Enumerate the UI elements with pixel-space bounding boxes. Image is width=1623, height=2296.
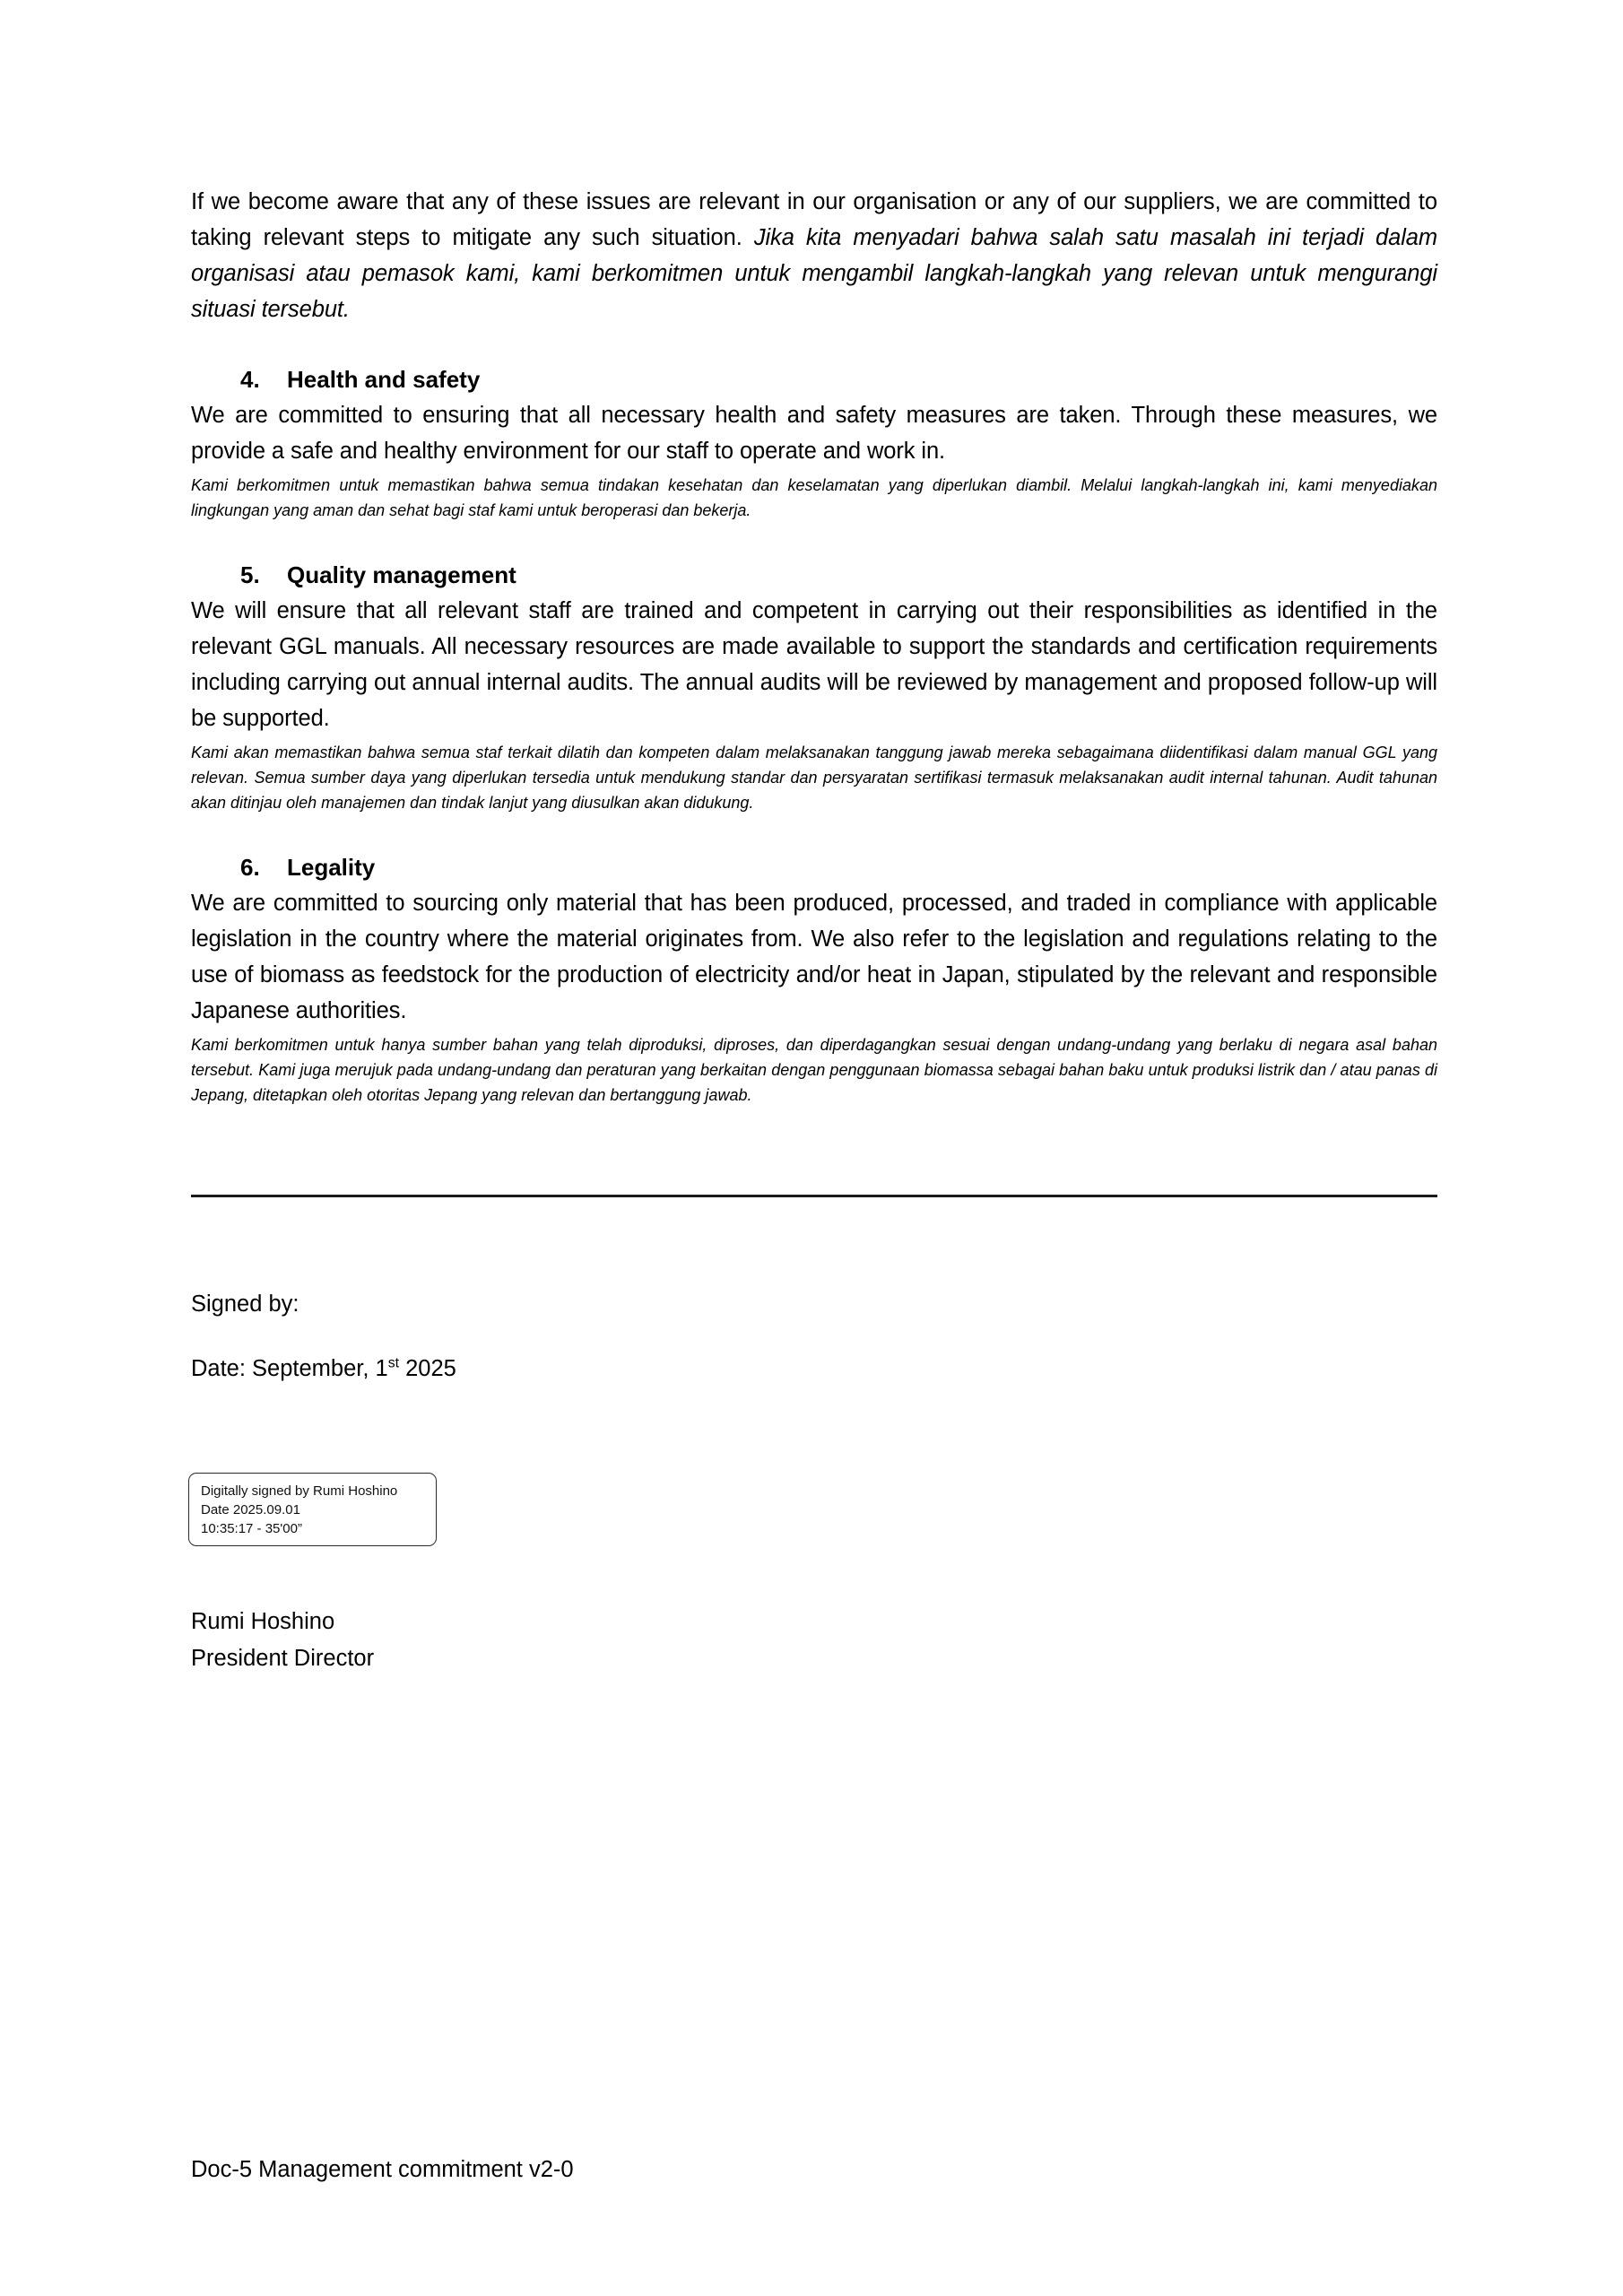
heading-legality — [191, 849, 1437, 885]
heading-health-and-safety — [191, 361, 1437, 397]
document-body — [191, 0, 1437, 1108]
heading-number-6: 6. — [240, 854, 260, 881]
section-4-english: We are committed to ensuring that all necessary health and safety measures are taken. Through these measures, we provide a safe and healthy environment for our staff to operate and work in. — [191, 403, 1437, 464]
section-divider-rule — [191, 1195, 1437, 1197]
signature-date — [191, 1351, 456, 1387]
section-6-english: We are committed to sourcing only material that has been produced, processed, and traded in compliance with applicable legislation in the country where the material originates from. We also refer to the legislation and regulations relating to the use of biomass as feedstock for the production of electricity and/or heat in Japan, stipulated by the relevant and responsible Japanese authorities. — [191, 891, 1437, 1023]
stamp-signed-by-line: Digitally signed by Rumi Hoshino — [201, 1483, 398, 1499]
stamp-time-line: 10:35:17 - 35'00” — [201, 1521, 302, 1536]
heading-title-5: Quality management — [287, 561, 516, 588]
section-5-english: We will ensure that all relevant staff are trained and competent in carrying out their responsibilities as identified in the relevant GGL manuals. All necessary resources are made available to support the standards and certification requirements including carrying out annual internal audits. The annual audits will be reviewed by management and proposed follow-up will be supported. — [191, 598, 1437, 731]
intro-indonesian-text: Jika kita menyadari bahwa salah satu masalah ini terjadi dalam organisasi atau pemasok kami, kami berkomitmen untuk mengambil langkah-langkah yang relevan untuk mengurangi situasi tersebut. — [191, 225, 1437, 322]
heading-number-4: 4. — [240, 366, 260, 393]
top-spacer — [191, 0, 1437, 184]
section-5-indonesian: Kami akan memastikan bahwa semua staf terkait dilatih dan kompeten dalam melaksanakan tanggung jawab mereka sebagaimana diidentifikasi dalam manual GGL yang relevan. Semua sumber daya yang diperlukan tersedia untuk mendukung standar dan persyaratan sertifikasi termasuk melaksanakan audit internal tahunan. Audit tahunan akan ditinjau oleh manajemen dan tindak lanjut yang diusulkan akan didukung. — [191, 744, 1437, 812]
signer-title: President Director — [191, 1646, 375, 1671]
heading-title-6: Legality — [287, 854, 376, 881]
signature-date-year: 2025 — [399, 1356, 456, 1381]
signed-by-label: Signed by: — [191, 1292, 299, 1317]
spacer-after-s5 — [191, 815, 1437, 849]
signer-name: Rumi Hoshino — [191, 1609, 335, 1634]
heading-quality-management — [191, 557, 1437, 593]
document-footer: Doc-5 Management commitment v2-0 — [191, 2157, 574, 2182]
spacer-after-s4 — [191, 523, 1437, 557]
heading-title-4: Health and safety — [287, 366, 481, 393]
section-4-indonesian: Kami berkomitmen untuk memastikan bahwa semua tindakan kesehatan dan keselamatan yang diperlukan diambil. Melalui langkah-langkah ini, kami menyediakan lingkungan yang aman dan sehat bagi staf kami untuk beroperasi dan bekerja. — [191, 476, 1437, 519]
intro-paragraph — [191, 184, 1437, 327]
signature-date-prefix: Date: September, 1 — [191, 1356, 388, 1381]
spacer-after-intro — [191, 327, 1437, 361]
digital-signature-stamp[interactable] — [188, 1473, 437, 1546]
signature-date-ordinal: st — [387, 1355, 400, 1371]
stamp-date-line: Date 2025.09.01 — [201, 1502, 300, 1518]
intro-english-text: If we become aware that any of these issues are relevant in our organisation or any of our suppliers, we are committed to taking relevant steps to mitigate any such situation. — [191, 189, 1437, 250]
signer-block — [191, 1604, 374, 1677]
heading-number-5: 5. — [240, 561, 260, 588]
section-6-indonesian: Kami berkomitmen untuk hanya sumber bahan yang telah diproduksi, diproses, dan diperdagangkan sesuai dengan undang-undang yang berlaku di negara asal bahan tersebut. Kami juga merujuk pada undang-undang dan peraturan yang berkaitan dengan penggunaan biomassa sebagai bahan baku untuk produksi listrik dan / atau panas di Jepang, ditetapkan oleh otoritas Jepang yang relevan dan bertanggung jawab. — [191, 1036, 1437, 1104]
